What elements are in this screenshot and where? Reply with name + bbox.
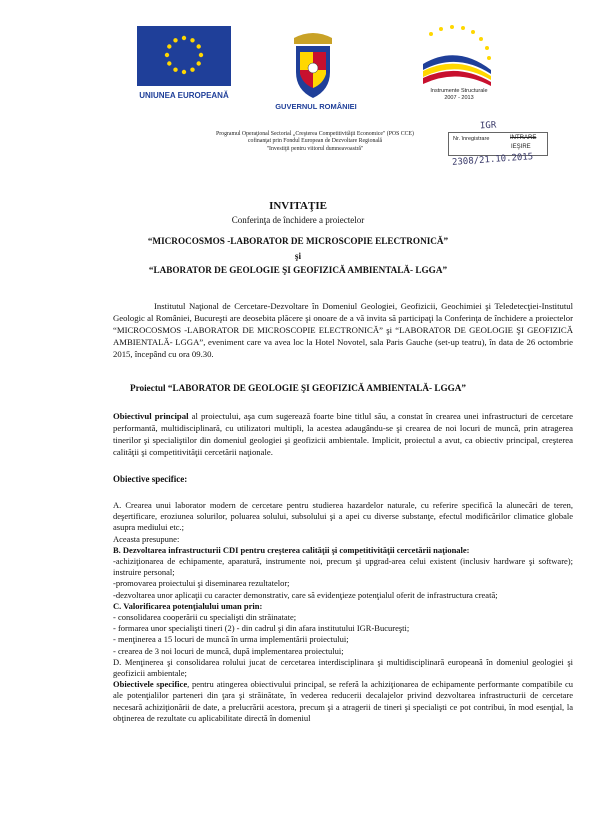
eu-flag-icon (137, 26, 231, 86)
eu-label: UNIUNEA EUROPEANĂ (139, 91, 229, 100)
structural-instruments-label: Instrumente Structurale 2007 - 2013 (430, 88, 488, 101)
header-logos (0, 0, 596, 168)
specific-objectives-heading: Obiective specifice: (113, 474, 188, 484)
objectives-list (113, 500, 573, 724)
list-item: Obiectivele specifice, pentru atingerea obiectivului principal, se referă la achiziţionarea de echipamente performante compatibile cu ale potenţialilor parteneri din ţara şi străinătate, în vederea reducerii decalajelor privind dezvoltarea infrastructurii de cercetare necesară achiziţionării de date, a prelucrării acestora, precum şi a atragerii de tineri şi specialişti ce pot contribui, în mod esenţial, la obţinerea de rezultate cu aplicabilitate directă în domeniul (113, 679, 573, 723)
list-item: - menţinerea a 15 locuri de muncă în urma implementării proiectului; (113, 634, 349, 645)
list-item: A. Crearea unui laborator modern de cercetare pentru studierea hazardelor naturale, cu referire specifică la alunecări de teren, deşertificare, eroziunea solurilor, poluarea solului, subsolului şi a apei cu diverse substanţe, efectul modificărilor climatice globale asupra mediului etc.; (113, 500, 573, 533)
structural-instruments-logo-icon (417, 24, 497, 88)
list-item: -achiziţionarea de echipamente, aparatură, instrumente noi, precum şi upgrad-area celui existent (inclusiv hardware şi software); instruire personal; (113, 556, 573, 578)
list-item: -promovarea proiectului şi diseminarea rezultatelor; (113, 578, 290, 589)
list-item: -dezvoltarea unor aplicaţii cu caracter demonstrativ, care să evidenţieze potenţialul oferit de infrastructura creată; (113, 589, 498, 600)
list-item: - crearea de 3 noi locuri de muncă, după implementarea proiectului; (113, 645, 344, 656)
doc-title: INVITAŢIE (269, 200, 327, 212)
project-heading: Proiectul “LABORATOR DE GEOLOGIE ŞI GEOFIZICĂ AMBIENTALĂ- LGGA” (130, 383, 466, 393)
list-item: B. Dezvoltarea infrastructurii CDI pentru creşterea calităţii şi competitivităţii cercetării naţionale: (113, 544, 470, 555)
registration-stamp: Nr. înregistrare INTRARE IEŞIRE (448, 132, 548, 156)
and-conjunction: şi (294, 251, 302, 261)
gov-label: GUVERNUL ROMÂNIEI (275, 102, 357, 111)
project2-title: “LABORATOR DE GEOLOGIE ŞI GEOFIZICĂ AMBIENTALĂ- LGGA” (148, 265, 448, 275)
project1-title: “MICROCOSMOS -LABORATOR DE MICROSCOPIE ELECTRONICĂ” (147, 236, 449, 246)
list-item: - consolidarea cooperării cu specialişti din străinatate; (113, 612, 297, 623)
list-item: - formarea unor specialişti tineri (2) - din cadrul şi din afara institutului IGR-Bucureşti; (113, 623, 410, 634)
doc-subtitle: Conferinţa de închidere a proiectelor (231, 215, 365, 225)
list-item: Aceasta presupune: (113, 533, 180, 544)
list-item: D. Menţinerea şi consolidarea rolului jucat de cercetarea interdisciplinara şi multidisciplinară europeană în domeniul geologiei şi geofizicii ambientale; (113, 656, 573, 679)
objective-principal-paragraph: Obiectivul principal al proiectului, aşa cum sugerează foarte bine titlul său, a constat în crearea unei infrastructuri de cercetare performantă, multidisciplinară, cu utilizatori multipli, la acestea adaugându-se şi crearea de noi locuri de muncă, prin atragerea tinerilor şi specialiştilor din domeniul geologiei şi geofizicii ambientale. Implicit, proiectul a avut, ca obiectiv principal, creşterea calităţii şi competitivităţii cercetării naţionale. (113, 411, 573, 457)
list-item: C. Valorificarea potenţialului uman prin: (113, 600, 263, 611)
registration-out-label: IEŞIRE (511, 144, 531, 150)
registration-in-label: INTRARE (510, 135, 537, 141)
program-text: Programul Operaţional Sectorial „Creşterea Competitivităţii Economice" (POS CCE) cofinanţat prin Fondul European de Dezvoltare Regională "Investiţii pentru viitorul dumneavoastră" (216, 131, 414, 152)
romania-coat-of-arms-icon (288, 30, 338, 100)
registration-handwritten-prefix: IGR (479, 120, 497, 132)
intro-paragraph: Institutul Naţional de Cercetare-Dezvoltare în Domeniul Geologiei, Geofizicii, Geochimiei şi Teledetecţiei-Institutul Geologic al României, Bucureşti are deosebita plăcere şi onoare de a vă invita să participaţi la Conferinţa de închidere a proiectelor “MICROCOSMOS -LABORATOR DE MICROSCOPIE ELECTRONICĂ” şi “LABORATOR DE GEOLOGIE ŞI GEOFIZICĂ AMBIENTALĂ- LGGA”, eveniment care va avea loc la Hotel Novotel, sala Paris Gauche (set-up teatru), în data de 26 octombrie 2015, începând cu ora 09.30. (113, 301, 573, 359)
registration-handwritten-number: 2308/21.10.2015 (451, 152, 534, 168)
